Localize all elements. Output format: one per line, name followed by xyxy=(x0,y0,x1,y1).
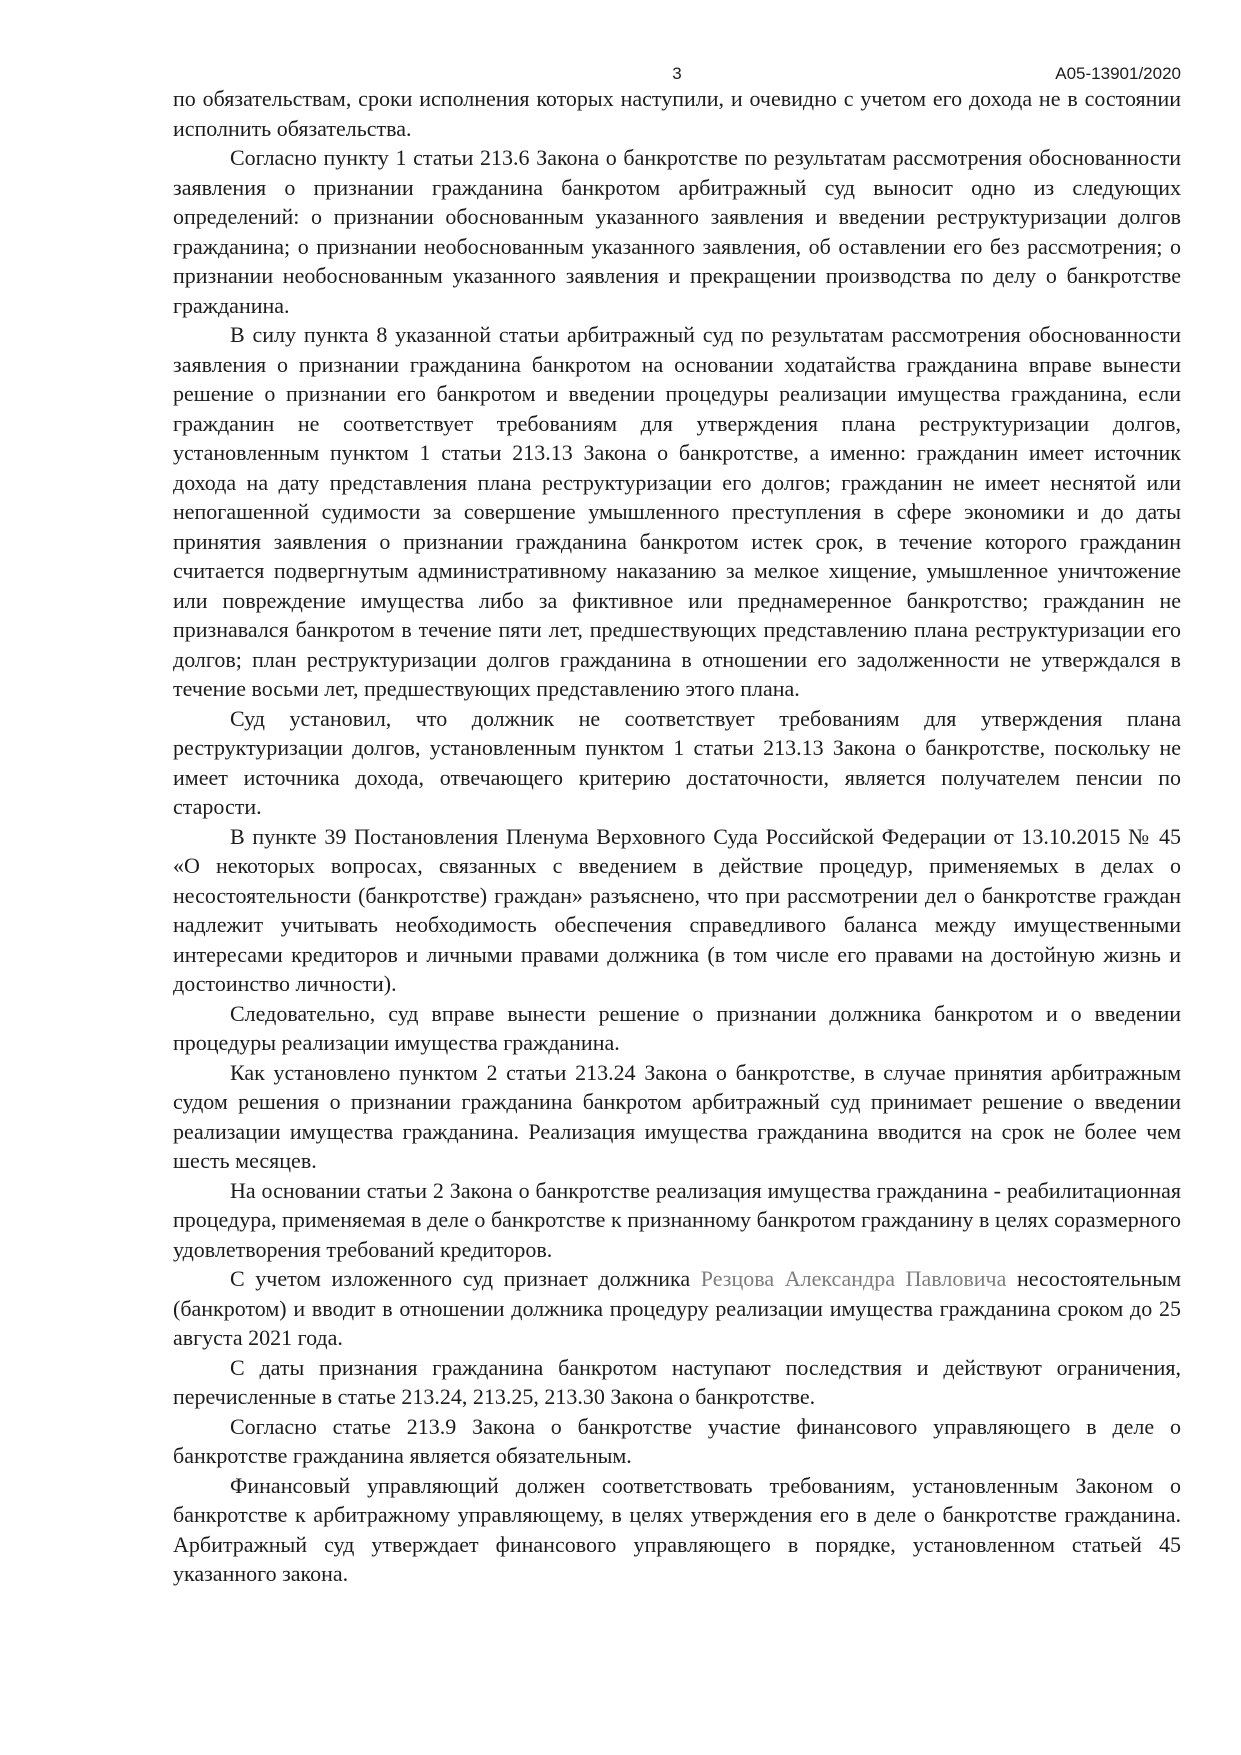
para-consequences: С даты признания гражданина банкротом наступают последствия и действуют ограничения, перечисленные в статье 213.24, 213.25, 213.30 Закона о банкротстве. xyxy=(173,1354,1181,1409)
debtor-name: Резцова Александра Павловича xyxy=(700,1266,1007,1291)
para-law-213-24: Как установлено пунктом 2 статьи 213.24 Закона о банкротстве, в случае принятия арбитражным судом решения о признании гражданина банкротом арбитражный суд принимает решение о введении реализации имущества гражданина. Реализация имущества гражданина вводится на срок не более чем шесть месяцев. xyxy=(173,1059,1181,1173)
document-body xyxy=(173,84,1181,1589)
para-law-article-2: На основании статьи 2 Закона о банкротстве реализация имущества гражданина - реабилитационная процедура, применяемая в деле о банкротстве к признанному банкротом гражданину в целях соразмерного удовлетворения требований кредиторов. xyxy=(173,1177,1181,1262)
para-plenum-resolution-39: В пункте 39 Постановления Пленума Верховного Суда Российской Федерации от 13.10.2015 № 45 «О некоторых вопросах, связанных с введением в действие процедур, применяемых в делах о несостоятельности (банкротстве) граждан» разъяснено, что при рассмотрении дел о банкротстве граждан надлежит учитывать необходимость обеспечения справедливого баланса между имущественными интересами кредиторов и личными правами должника (в том числе его правами на достойную жизнь и достоинство личности). xyxy=(173,823,1181,996)
page-number: 3 xyxy=(672,64,682,83)
para-obligations-continuation: по обязательствам, сроки исполнения которых наступили, и очевидно с учетом его дохода не в состоянии исполнить обязательства. xyxy=(173,86,1181,141)
ruling-text-after: несостоятельным (банкротом) и вводит в отношении должника процедуру реализации имущества гражданина сроком до 25 августа 2021 года. xyxy=(173,1266,1181,1350)
page-header xyxy=(173,62,1181,86)
para-law-213-8: В силу пункта 8 указанной статьи арбитражный суд по результатам рассмотрения обоснованности заявления о признании гражданина банкротом на основании ходатайства гражданина вправе вынести решение о признании его банкротом и введении процедуры реализации имущества гражданина, если гражданин не соответствует требованиям для утверждения плана реструктуризации долгов, установленным пунктом 1 статьи 213.13 Закона о банкротстве, а именно: гражданин имеет источник дохода на дату представления плана реструктуризации его долгов; гражданин не имеет неснятой или непогашенной судимости за совершение умышленного преступления в сфере экономики и до даты принятия заявления о признании гражданина банкротом истек срок, в течение которого гражданин считается подвергнутым административному наказанию за мелкое хищение, умышленное уничтожение или повреждение имущества либо за фиктивное или преднамеренное банкротство; гражданин не признавался банкротом в течение пяти лет, предшествующих представлению плана реструктуризации его долгов; план реструктуризации долгов гражданина в отношении его задолженности не утверждался в течение восьми лет, предшествующих представлению этого плана. xyxy=(173,322,1181,701)
case-number: A05-13901/2020 xyxy=(1055,64,1181,83)
para-ruling-debtor xyxy=(173,1264,1181,1353)
para-conclusion: Следовательно, суд вправе вынести решение о признании должника банкротом и о введении процедуры реализации имущества гражданина. xyxy=(173,1000,1181,1055)
para-financial-manager: Финансовый управляющий должен соответствовать требованиям, установленным Законом о банкротстве к арбитражному управляющему, в целях утверждения его в деле о банкротстве гражданина. Арбитражный суд утверждает финансового управляющего в порядке, установленном статьей 45 указанного закона. xyxy=(173,1472,1181,1586)
para-law-213-6: Согласно пункту 1 статьи 213.6 Закона о банкротстве по результатам рассмотрения обоснованности заявления о признании гражданина банкротом арбитражный суд выносит одно из следующих определений: о признании обоснованным указанного заявления и введении реструктуризации долгов гражданина; о признании необоснованным указанного заявления, об оставлении его без рассмотрения; о признании необоснованным указанного заявления и прекращении производства по делу о банкротстве гражданина. xyxy=(173,145,1181,318)
para-court-finding: Суд установил, что должник не соответствует требованиям для утверждения плана реструктуризации долгов, установленным пунктом 1 статьи 213.13 Закона о банкротстве, поскольку не имеет источника дохода, отвечающего критерию достаточности, является получателем пенсии по старости. xyxy=(173,705,1181,819)
ruling-text-before: С учетом изложенного суд признает должника xyxy=(230,1266,701,1291)
para-law-213-9: Согласно статье 213.9 Закона о банкротстве участие финансового управляющего в деле о банкротстве гражданина является обязательным. xyxy=(173,1413,1181,1468)
